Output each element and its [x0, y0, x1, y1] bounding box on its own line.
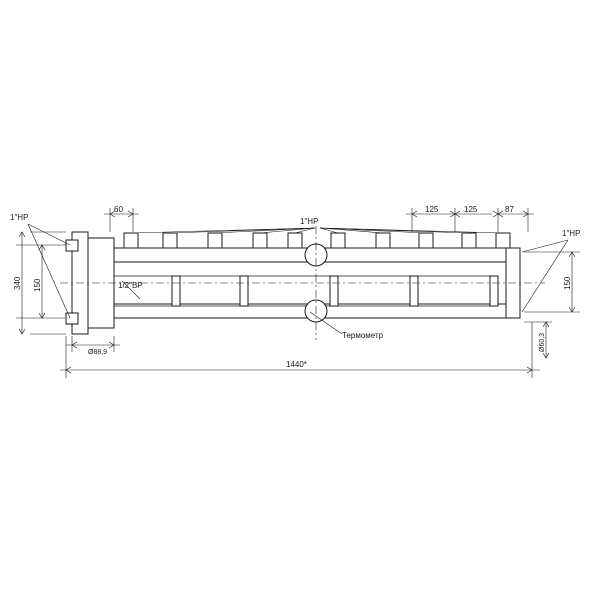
- internal-rib-5: [490, 276, 498, 306]
- top-nozzle-5: [288, 233, 302, 248]
- overall-length-dimension: [60, 322, 540, 378]
- internal-rib-3: [330, 276, 338, 306]
- dim-right-inner: 150: [563, 276, 572, 290]
- top-pitch-dimensions: [104, 205, 534, 232]
- top-nozzle-3: [208, 233, 222, 248]
- top-nozzle-1: [124, 233, 138, 248]
- right-thread-callout: [522, 229, 580, 312]
- dim-diameter-flange: Ø88,9: [88, 349, 108, 356]
- internal-rib-4: [410, 276, 418, 306]
- label-thread-right: 1"НР: [562, 229, 581, 238]
- dim-pitch-87: 87: [505, 205, 514, 214]
- top-nozzle-4: [253, 233, 267, 248]
- left-bolt-boss-bottom: [66, 313, 78, 324]
- dim-overall-length: 1440*: [286, 360, 307, 369]
- label-thread-top-left: 1"НР: [10, 213, 29, 222]
- internal-rib-1: [172, 276, 180, 306]
- top-nozzle-10: [496, 233, 510, 248]
- dim-diameter-pipe: Ø60,3: [539, 332, 546, 352]
- left-bottom-thread-callout: [118, 281, 143, 299]
- label-thread-bottom-left: 1/2"ВР: [118, 281, 143, 290]
- label-thermometer: Термометр: [342, 331, 384, 340]
- internal-rib-2: [240, 276, 248, 306]
- dim-pitch-125-a: 125: [425, 205, 439, 214]
- label-thread-center-top: 1"НР: [300, 217, 319, 226]
- top-nozzle-9: [462, 233, 476, 248]
- center-thread-leader-fan: [131, 228, 503, 233]
- top-nozzle-2: [163, 233, 177, 248]
- diameter-callouts: [66, 322, 552, 358]
- right-vertical-dimension: [524, 252, 580, 312]
- left-thread-callout: [10, 213, 70, 318]
- left-bolt-boss-top: [66, 240, 78, 251]
- top-nozzle-7: [376, 233, 390, 248]
- dim-left-inner: 150: [33, 278, 42, 292]
- dim-pitch-60: 60: [114, 205, 123, 214]
- left-vertical-dimensions: [13, 232, 66, 334]
- dim-pitch-125-b: 125: [464, 205, 478, 214]
- dim-left-overall: 340: [13, 276, 22, 290]
- top-nozzle-8: [419, 233, 433, 248]
- top-nozzle-6: [331, 233, 345, 248]
